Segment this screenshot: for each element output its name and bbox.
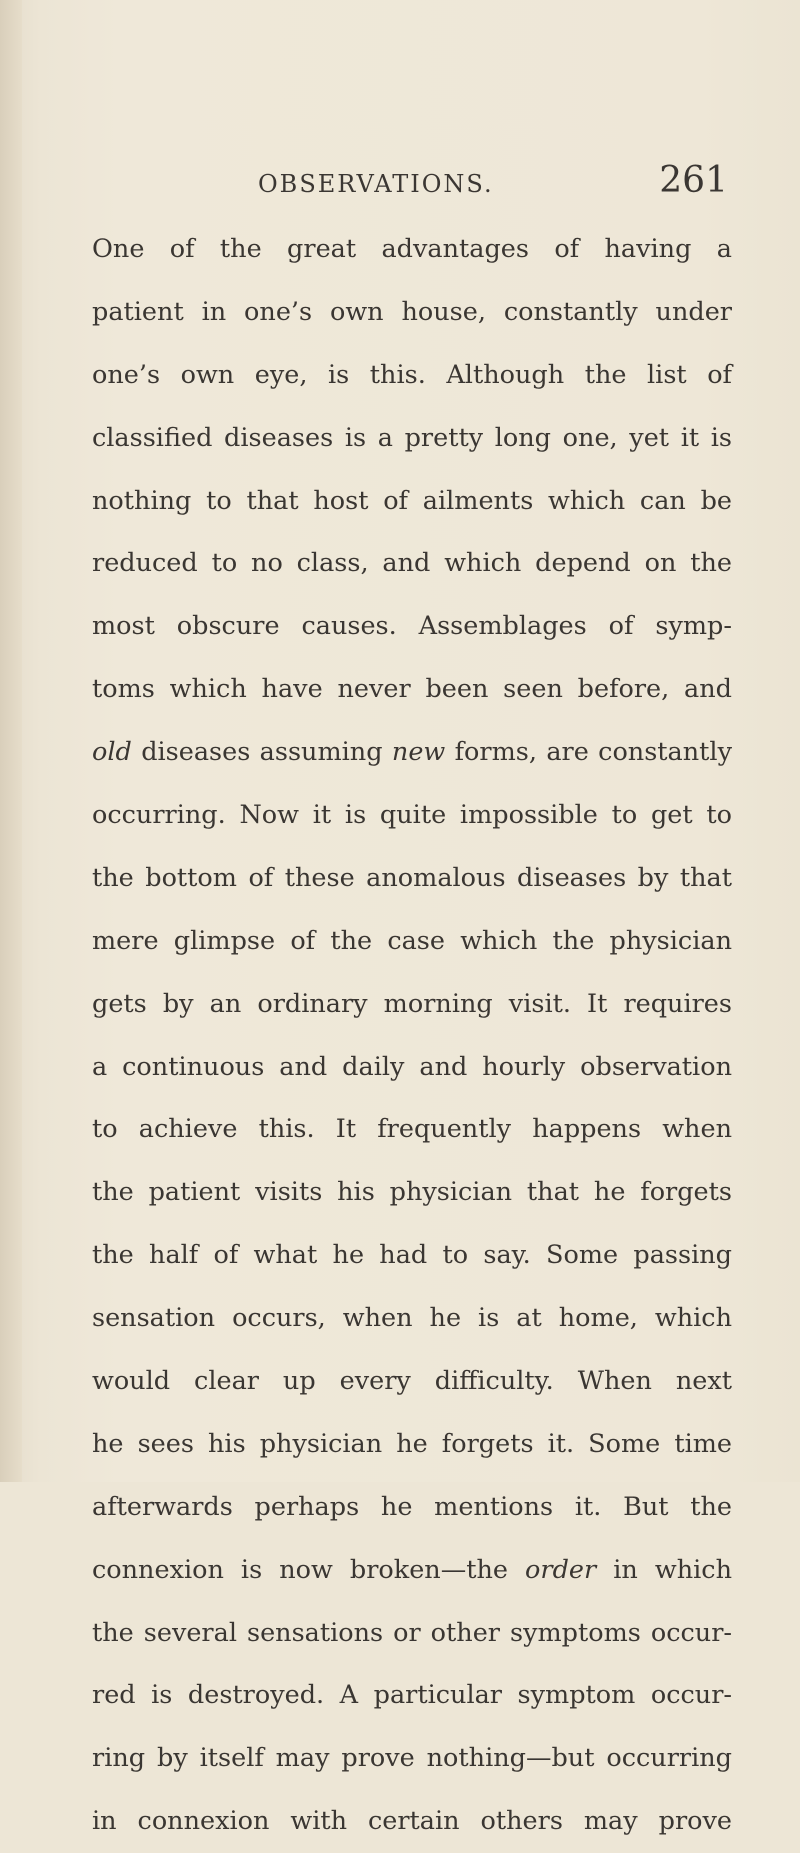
text-line: a continuous and daily and hourly observation bbox=[92, 1051, 732, 1082]
text-line: the half of what he had to say. Some passing bbox=[92, 1240, 732, 1271]
text-line: mere glimpse of the case which the physician bbox=[92, 925, 732, 956]
text-line: red is destroyed. A particular symptom occur- bbox=[92, 1680, 732, 1711]
text-line: afterwards perhaps he mentions it. But the bbox=[92, 1491, 732, 1522]
text-line: the several sensations or other symptoms occur- bbox=[92, 1617, 732, 1648]
text-line: sensation occurs, when he is at home, which bbox=[92, 1303, 732, 1334]
body-text bbox=[92, 218, 732, 1853]
text-line: reduced to no class, and which depend on the bbox=[92, 548, 732, 579]
text-line: he sees his physician he forgets it. Some time bbox=[92, 1428, 732, 1459]
text-line-italic-mixed bbox=[92, 721, 732, 784]
text-line: would clear up every difficulty. When next bbox=[92, 1366, 732, 1397]
running-title: OBSERVATIONS. bbox=[258, 170, 494, 198]
text-line: the bottom of these anomalous diseases by that bbox=[92, 862, 732, 893]
text-line: the patient visits his physician that he forgets bbox=[92, 1177, 732, 1208]
page-header bbox=[258, 160, 728, 206]
text-line: classified diseases is a pretty long one, yet it is bbox=[92, 422, 732, 453]
text-line: One of the great advantages of having a bbox=[92, 234, 732, 264]
italic-word: order bbox=[525, 1554, 597, 1585]
text-line: most obscure causes. Assemblages of symp- bbox=[92, 611, 732, 642]
text-line: one’s own eye, is this. Although the list of bbox=[92, 359, 732, 390]
text-run: connexion is now broken—the bbox=[92, 1554, 526, 1585]
text-line: nothing to that host of ailments which can be bbox=[92, 485, 732, 516]
text-run: diseases assuming bbox=[131, 737, 392, 768]
text-line: toms which have never been seen before, and bbox=[92, 674, 732, 705]
text-line: ring by itself may prove nothing—but occurring bbox=[92, 1743, 732, 1774]
text-line: gets by an ordinary morning visit. It requires bbox=[92, 988, 732, 1019]
italic-word: new bbox=[391, 737, 446, 768]
page-number: 261 bbox=[659, 160, 728, 201]
text-line: patient in one’s own house, constantly under bbox=[92, 296, 732, 327]
text-line: occurring. Now it is quite impossible to get to bbox=[92, 800, 732, 831]
text-line: to achieve this. It frequently happens when bbox=[92, 1114, 732, 1145]
text-line-italic-mixed bbox=[92, 1539, 732, 1602]
text-run: forms, are constantly bbox=[445, 737, 732, 768]
italic-word: old bbox=[92, 737, 132, 768]
page-gutter bbox=[0, 0, 22, 1482]
text-line: in connexion with certain others may prove bbox=[92, 1806, 732, 1837]
text-run: in which bbox=[596, 1554, 732, 1585]
